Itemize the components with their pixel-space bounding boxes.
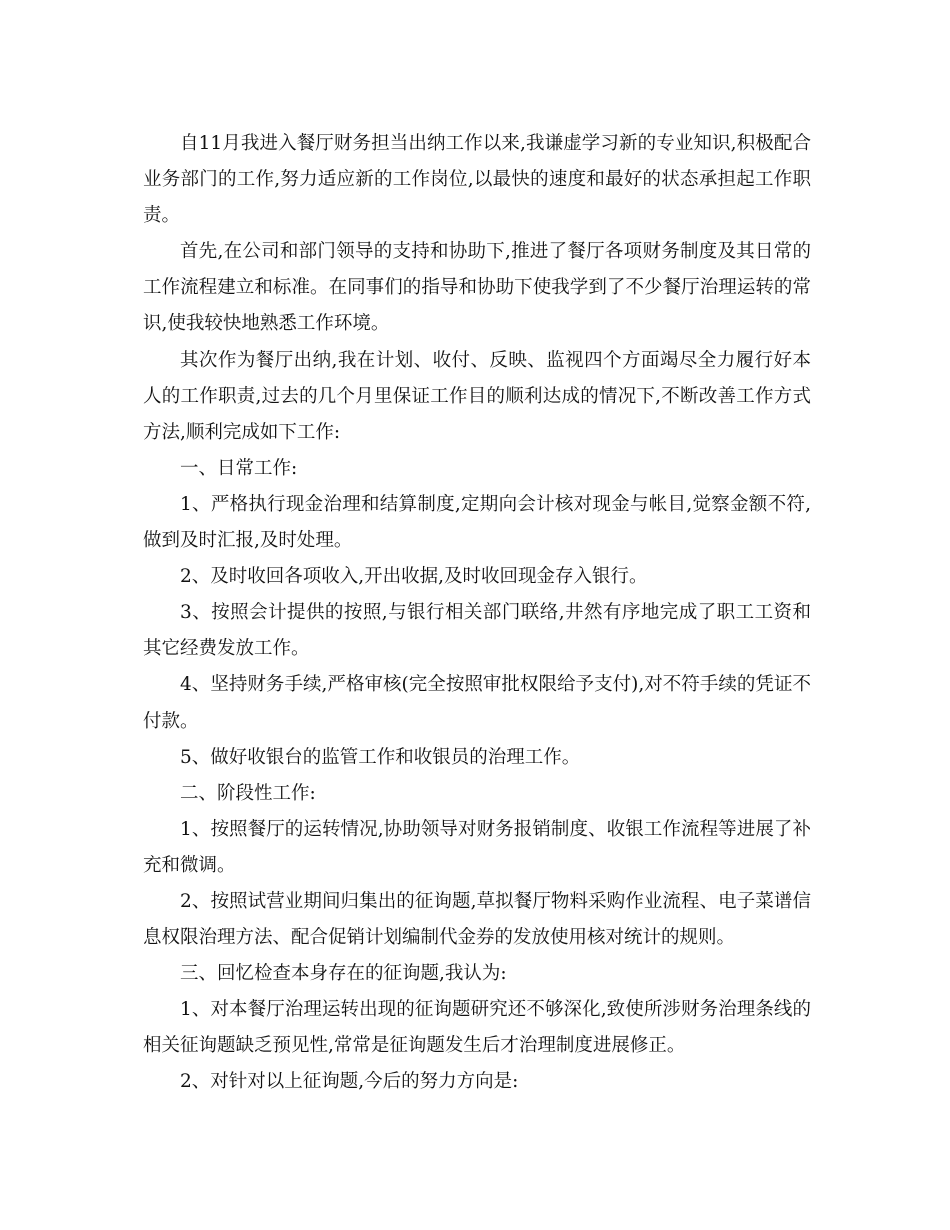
document-body: [143, 126, 811, 1101]
paragraph-second: 其次作为餐厅出纳,我在计划、收付、反映、监视四个方面竭尽全力履行好本人的工作职责,过去的几个月里保证工作目的顺利达成的情况下,不断改善工作方式方法,顺利完成如下工作:: [143, 349, 811, 443]
list-item-review-1: 1、对本餐厅治理运转出现的征询题研究还不够深化,致使所涉财务治理条线的相关征询题缺乏预见性,常常是征询题发生后才治理制度进展修正。: [143, 999, 811, 1057]
list-item-daily-2: 2、及时收回各项收入,开出收据,及时收回现金存入银行。: [180, 566, 648, 588]
list-item-daily-4: 4、坚持财务手续,严格审核(完全按照审批权限给予支付),对不符手续的凭证不付款。: [143, 674, 811, 732]
list-item-daily-1: 1、严格执行现金治理和结算制度,定期向会计核对现金与帐目,觉察金额不符,做到及时汇报,及时处理。: [143, 493, 811, 552]
list-item-phase-2: 2、按照试营业期间归集出的征询题,草拟餐厅物料采购作业流程、电子菜谱信息权限治理方法、配合促销计划编制代金券的发放使用核对统计的规则。: [143, 890, 811, 949]
section-heading-phase-work: 二、阶段性工作:: [180, 782, 316, 804]
paragraph-first: 首先,在公司和部门领导的支持和协助下,推进了餐厅各项财务制度及其日常的工作流程建立和标准。在同事们的指导和协助下使我学到了不少餐厅治理运转的常识,使我较快地熟悉工作环境。: [143, 241, 811, 335]
list-item-daily-5: 5、做好收银台的监管工作和收银员的治理工作。: [180, 746, 581, 768]
list-item-daily-3: 3、按照会计提供的按照,与银行相关部门联络,井然有序地完成了职工工资和其它经费发放工作。: [143, 602, 811, 660]
paragraph-intro: 自11月我进入餐厅财务担当出纳工作以来,我谦虚学习新的专业知识,积极配合业务部门的工作,努力适应新的工作岗位,以最快的速度和最好的状态承担起工作职责。: [143, 133, 811, 227]
list-item-phase-1: 1、按照餐厅的运转情况,协助领导对财务报销制度、收银工作流程等进展了补充和微调。: [143, 818, 811, 876]
section-heading-review: 三、回忆检查本身存在的征询题,我认为:: [180, 963, 507, 985]
list-item-review-2: 2、对针对以上征询题,今后的努力方向是:: [180, 1071, 519, 1093]
section-heading-daily-work: 一、日常工作:: [180, 457, 298, 479]
